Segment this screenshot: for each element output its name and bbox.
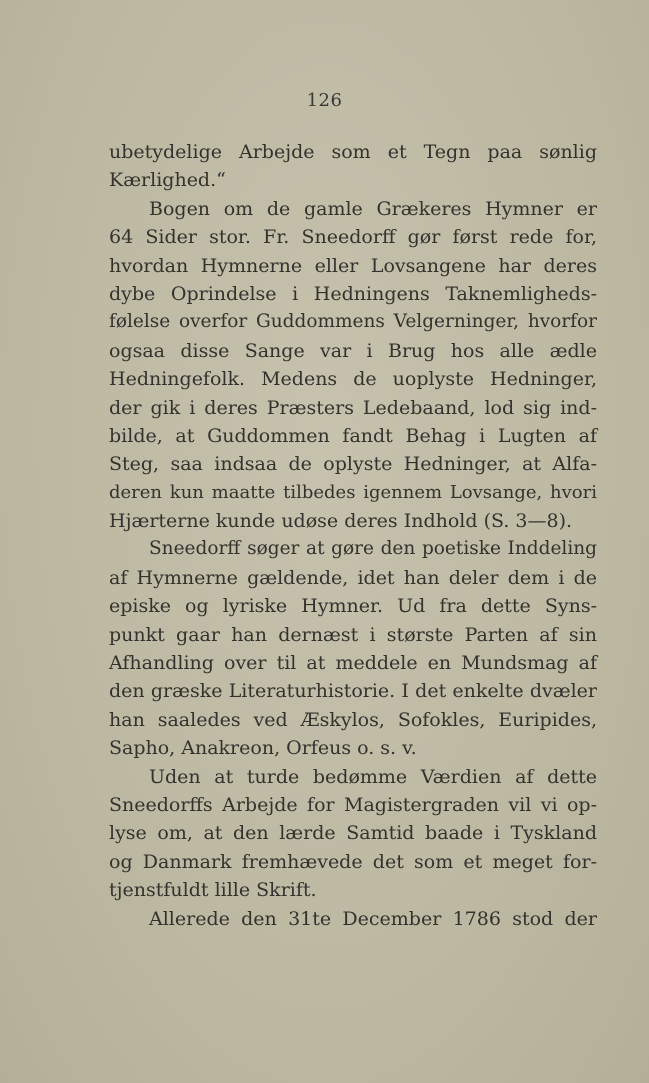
text-line: han saaledes ved Æskylos, Sofokles, Euripides, (109, 708, 597, 731)
text-line: dybe Oprindelse i Hedningens Taknemligheds- (109, 282, 597, 305)
text-line: hvordan Hymnerne eller Lovsangene har deres (109, 254, 597, 277)
text-line: af Hymnerne gældende, idet han deler dem i de (109, 566, 597, 589)
text-line: 64 Sider stor. Fr. Sneedorff gør først rede for, (109, 226, 597, 249)
text-line: den græske Literaturhistorie. I det enkelte dvæler (109, 680, 597, 703)
text-line: Kærlighed.“ (109, 169, 226, 192)
text-line: punkt gaar han dernæst i største Parten af sin (109, 623, 597, 646)
text-line: Afhandling over til at meddele en Mundsmag af (109, 652, 597, 675)
text-line: ubetydelige Arbejde som et Tegn paa sønlig (109, 141, 597, 163)
text-line: deren kun maatte tilbedes igennem Lovsange, hvori (109, 481, 597, 503)
text-line: Steg, saa indsaa de oplyste Hedninger, at Alfa- (109, 453, 597, 476)
page-number: 126 (306, 90, 343, 111)
text-line: Bogen om de gamle Grækeres Hymner er (149, 197, 597, 220)
text-line: Sapho, Anakreon, Orfeus o. s. v. (109, 737, 417, 760)
text-line: Sneedorff søger at gøre den poetiske Inddeling (149, 538, 597, 560)
text-line: følelse overfor Guddommens Velgerninger, hvorfor (109, 311, 597, 333)
text-line: bilde, at Guddommen fandt Behag i Lugten af (109, 424, 597, 447)
body-text (109, 138, 597, 933)
text-line: og Danmark fremhævede det som et meget for- (109, 850, 597, 873)
text-line: ogsaa disse Sange var i Brug hos alle ædle (109, 339, 597, 362)
text-line: der gik i deres Præsters Ledebaand, lod sig ind- (109, 396, 597, 419)
text-line: Sneedorffs Arbejde for Magistergraden vil vi op- (109, 793, 597, 816)
text-line: Hjærterne kunde udøse deres Indhold (S. 3—8). (109, 510, 573, 533)
text-line: Uden at turde bedømme Værdien af dette (149, 765, 597, 788)
text-line: Hedningefolk. Medens de uoplyste Hedninger, (109, 368, 597, 391)
text-line: lyse om, at den lærde Samtid baade i Tyskland (109, 822, 597, 845)
text-line: Allerede den 31te December 1786 stod der (149, 907, 597, 930)
text-line: tjenstfuldt lille Skrift. (109, 879, 317, 902)
text-line: episke og lyriske Hymner. Ud fra dette Syns- (109, 595, 597, 618)
